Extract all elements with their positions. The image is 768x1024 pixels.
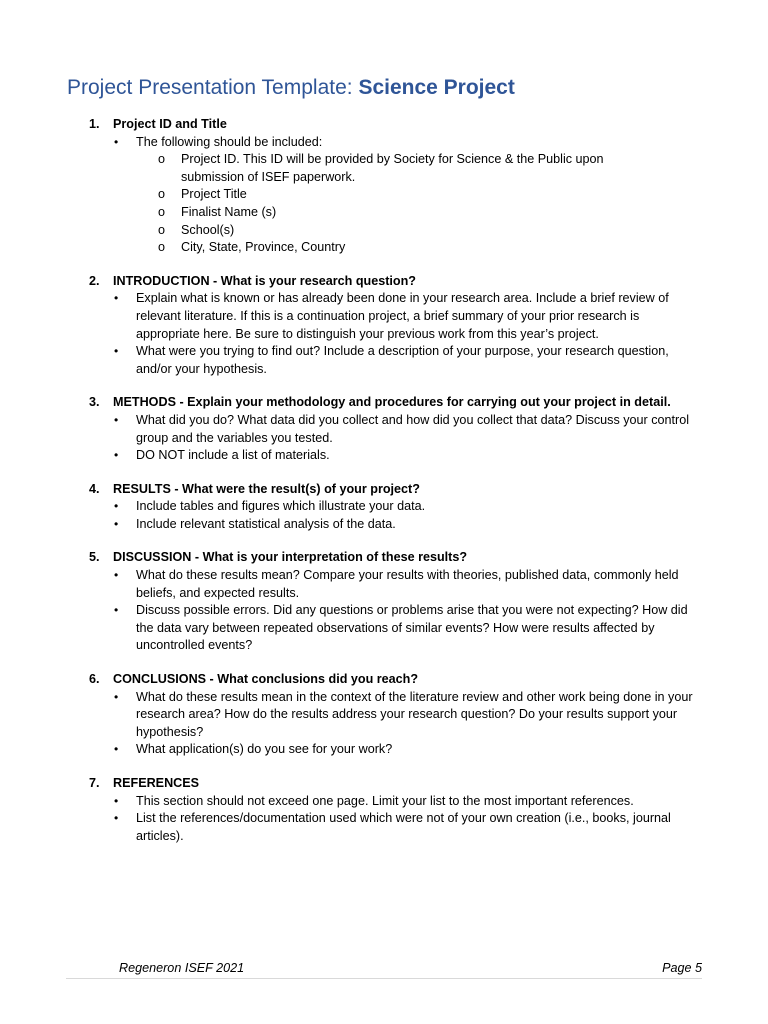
bullet-item: • List the references/documentation used which were not of your own creation (i.e., books, journal articles). (114, 811, 671, 843)
bullet-icon: • (114, 516, 119, 531)
bullet-item: • What do these results mean in the context of the literature review and other work being done in your research area? How do the results address your research question? Do your results support your hypothesis? (114, 689, 693, 739)
section-heading: REFERENCES (113, 776, 200, 790)
sub-item: o Finalist Name (s) (0, 204, 768, 222)
sub-item: o Project ID. This ID will be provided by Society for Science & the Public upon submission of ISEF paperwork. (158, 152, 604, 184)
circle-bullet-icon: o (158, 152, 166, 167)
section-conclusions (0, 671, 768, 759)
bullet-item: • What were you trying to find out? Include a description of your purpose, your research question, and/or your hypothesis. (114, 344, 669, 376)
bullet-icon: • (114, 742, 119, 757)
bullet-item: • What application(s) do you see for your work? (0, 741, 768, 759)
section-project-id (0, 116, 768, 257)
section-heading: CONCLUSIONS - What conclusions did you reach? (113, 672, 419, 687)
section-number: 3. (89, 395, 100, 410)
bullet-icon: • (114, 344, 119, 359)
page-title (67, 76, 515, 100)
bullet-icon: • (114, 448, 119, 463)
section-number: 6. (89, 672, 100, 687)
bullet-item: • What did you do? What data did you collect and how did you collect that data? Discuss your control group and the variables you tested. (114, 412, 690, 445)
bullet-item: • Include tables and figures which illustrate your data. (0, 498, 768, 516)
document-body (0, 116, 768, 861)
bullet-item: • This section should not exceed one page. Limit your list to the most important references. (0, 793, 768, 811)
bullet-icon: • (114, 811, 119, 826)
sub-item: o School(s) (0, 222, 768, 240)
section-results (0, 481, 768, 534)
section-number: 2. (89, 273, 100, 288)
section-references (0, 775, 768, 845)
bullet-icon: • (114, 291, 119, 306)
sub-item: o Project Title (0, 186, 768, 204)
section-heading: INTRODUCTION - What is your research question? (113, 273, 416, 288)
bullet-item: • Include relevant statistical analysis of the data. (0, 516, 768, 534)
section-number: 7. (89, 776, 100, 790)
section-introduction (0, 273, 768, 379)
section-number: 1. (89, 117, 100, 131)
bullet-icon: • (114, 499, 119, 514)
section-number: 5. (89, 550, 100, 565)
bullet-item: • What do these results mean? Compare your results with theories, published data, commonly held beliefs, and expected results. (114, 568, 679, 600)
section-heading: DISCUSSION - What is your interpretation of these results? (113, 550, 468, 565)
bullet-item: • The following should be included: (0, 134, 768, 152)
bullet-icon: • (114, 603, 119, 618)
circle-bullet-icon: o (158, 204, 166, 219)
section-discussion (0, 549, 768, 655)
bullet-icon: • (114, 568, 119, 583)
section-heading: RESULTS - What were the result(s) of your project? (113, 481, 420, 496)
circle-bullet-icon: o (158, 187, 166, 202)
bullet-icon: • (114, 793, 119, 808)
bullet-item: • DO NOT include a list of materials. (0, 447, 768, 465)
section-number: 4. (89, 481, 100, 496)
circle-bullet-icon: o (158, 222, 166, 237)
page-footer (66, 958, 702, 979)
title-emphasis: Science Project (358, 76, 515, 99)
bullet-icon: • (114, 412, 119, 427)
section-heading: Project ID and Title (113, 117, 227, 131)
section-heading: METHODS - Explain your methodology and procedures for carrying out your project in detail. (113, 395, 671, 410)
circle-bullet-icon: o (158, 240, 166, 255)
section-methods (0, 394, 768, 464)
bullet-item: • Discuss possible errors. Did any questions or problems arise that you were not expecting? How did the data vary between repeated observations of similar events? How were results affected by uncontrolled events? (114, 603, 688, 653)
title-prefix: Project Presentation Template: (67, 76, 359, 99)
bullet-icon: • (114, 689, 119, 704)
sub-item: o City, State, Province, Country (0, 239, 768, 257)
footer-left-text: Regeneron ISEF 2021 (119, 961, 245, 975)
page-number: Page 5 (662, 961, 702, 975)
bullet-icon: • (114, 134, 119, 149)
bullet-item: • Explain what is known or has already been done in your research area. Include a brief review of relevant literature. If this is a continuation project, a brief summary of your prior research is appropriate here. Be sure to distinguish your previous work from this year’s project. (114, 291, 669, 341)
